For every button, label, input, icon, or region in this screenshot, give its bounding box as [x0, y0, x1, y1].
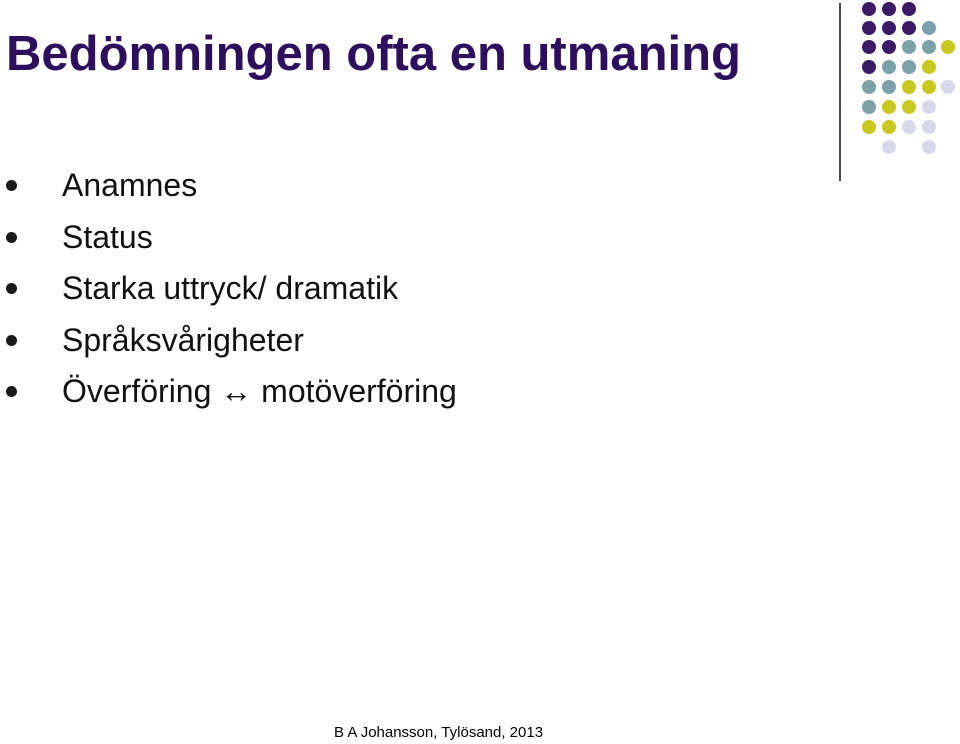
slide-title: Bedömningen ofta en utmaning [6, 27, 741, 81]
decorative-dot [902, 40, 916, 54]
decorative-dot [941, 80, 955, 94]
decorative-dot [902, 100, 916, 114]
decorative-dot [862, 21, 876, 35]
decorative-dot [862, 80, 876, 94]
bullet-text: Starka uttryck/ dramatik [62, 270, 399, 307]
decorative-dot-grid [0, 0, 960, 170]
decorative-dot [902, 80, 916, 94]
decorative-dot [902, 2, 916, 16]
decorative-dot [902, 60, 916, 74]
decorative-dot [882, 21, 896, 35]
bullet-icon [6, 386, 17, 397]
bullet-icon [6, 180, 17, 191]
decorative-dot [862, 60, 876, 74]
decorative-dot [882, 100, 896, 114]
decorative-dot [941, 40, 955, 54]
bullet-icon [6, 283, 17, 294]
decorative-dot [862, 100, 876, 114]
decorative-dot [902, 21, 916, 35]
decorative-dot [862, 120, 876, 134]
decorative-dot [922, 80, 936, 94]
decorative-dot [922, 120, 936, 134]
decorative-dot [922, 140, 936, 154]
decorative-dot [882, 140, 896, 154]
decorative-dot [882, 80, 896, 94]
decorative-dot [922, 100, 936, 114]
decorative-dot [882, 60, 896, 74]
decorative-dot [862, 40, 876, 54]
decorative-dot [922, 21, 936, 35]
bullet-icon [6, 232, 17, 243]
bullet-text: Språksvårigheter [62, 321, 304, 358]
bullet-text: Status [62, 218, 153, 255]
bullet-text: Anamnes [62, 167, 198, 204]
decorative-dot [882, 120, 896, 134]
bullet-icon [6, 335, 17, 346]
decorative-dot [902, 120, 916, 134]
decorative-dot [862, 2, 876, 16]
footer-text: B A Johansson, Tylösand, 2013 [334, 724, 544, 741]
decorative-dot [922, 60, 936, 74]
decorative-dot [922, 40, 936, 54]
decorative-dot [882, 40, 896, 54]
bullet-text: Överföring ↔ motöverföring [62, 373, 457, 410]
decorative-dot [882, 2, 896, 16]
